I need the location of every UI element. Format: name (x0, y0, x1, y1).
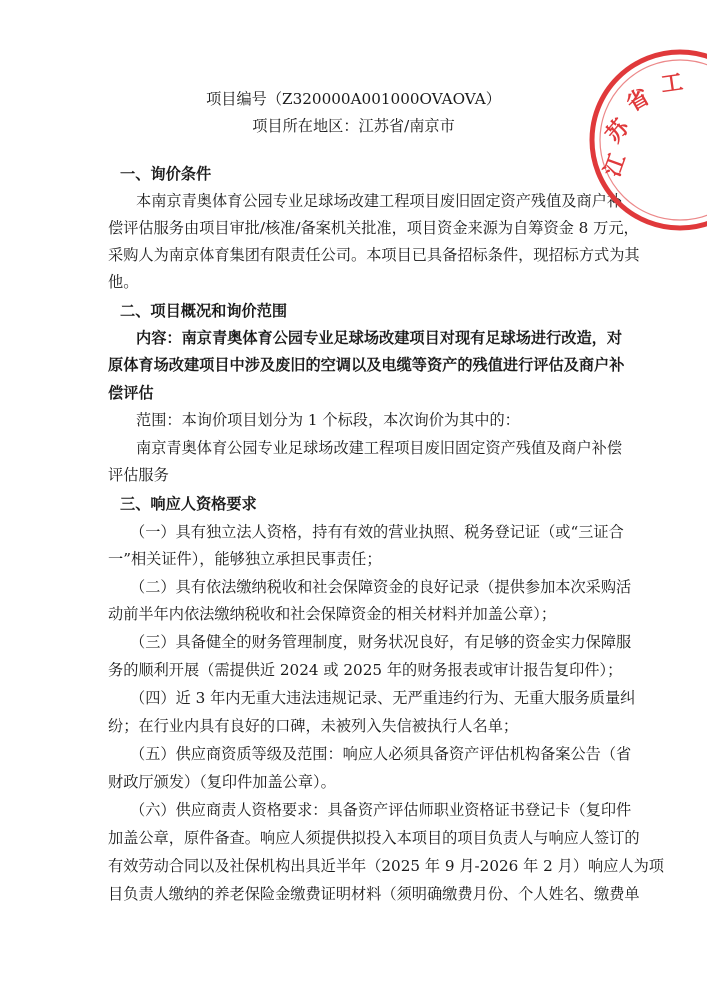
section3-line: （四）近 3 年内无重大违法违规记录、无严重违约行为、无重大服务质量纠 (130, 689, 636, 707)
section2-content-line: 偿评估 (108, 384, 154, 402)
svg-text:省: 省 (622, 83, 655, 118)
section3-line: 加盖公章，原件备查。响应人须提供拟投入本项目的项目负责人与响应人签订的 (108, 829, 640, 847)
section1-line: 偿评估服务由项目审批/核准/备案机关批准，项目资金来源为自筹资金 8 万元， (108, 219, 639, 237)
section2-scope-line: 范围：本询价项目划分为 1 个标段，本次询价为其中的： (136, 411, 520, 429)
section3-line: （一）具有独立法人资格，持有有效的营业执照、税务登记证（或“三证合 (130, 523, 624, 541)
section3-line: （二）具有依法缴纳税收和社会保障资金的良好记录（提供参加本次采购活 (130, 578, 632, 596)
section3-line: （五）供应商资质等级及范围：响应人必须具备资产评估机构备案公告（省 (130, 745, 632, 763)
section3-line: 动前半年内依法缴纳税收和社会保障资金的相关材料并加盖公章）； (108, 605, 557, 623)
section3-line: 有效劳动合同以及社保机构出具近半年（2025 年 9 月-2026 年 2 月）响应人为项 (108, 857, 664, 875)
section2-content-line: 内容：南京青奥体育公园专业足球场改建项目对现有足球场进行改造，对 (136, 329, 622, 347)
section3-line: 纷；在行业内具有良好的口碑，未被列入失信被执行人名单； (108, 717, 519, 735)
section1-line: 他。 (108, 273, 139, 291)
svg-text:工: 工 (659, 69, 685, 98)
section3-line: 财政厅颁发）（复印件加盖公章）。 (108, 773, 336, 791)
section3-line: （三）具备健全的财务管理制度，财务状况良好，有足够的资金实力保障服 (130, 633, 632, 651)
section2-heading: 二、项目概况和询价范围 (120, 302, 288, 320)
official-seal (580, 40, 707, 240)
section1-line: 采购人为南京体育集团有限责任公司。本项目已具备招标条件，现招标方式为其 (108, 246, 640, 264)
section3-line: 目负责人缴纳的养老保险金缴费证明材料（须明确缴费月份、个人姓名、缴费单 (108, 885, 640, 903)
section3-line: 一”相关证件），能够独立承担民事责任； (108, 550, 382, 568)
section2-scope-line: 南京青奥体育公园专业足球场改建工程项目废旧固定资产残值及商户补偿 (136, 439, 622, 457)
section2-scope-line: 评估服务 (108, 466, 169, 484)
section1-heading: 一、询价条件 (120, 165, 212, 183)
svg-text:苏: 苏 (600, 114, 635, 148)
project-number: 项目编号（Z320000A001000OVAOVA） (206, 90, 501, 108)
svg-text:江: 江 (599, 150, 632, 181)
section3-line: （六）供应商责人资格要求：具备资产评估师职业资格证书登记卡（复印件 (130, 801, 632, 819)
section1-line: 本南京青奥体育公园专业足球场改建工程项目废旧固定资产残值及商户补 (136, 192, 622, 210)
section3-heading: 三、响应人资格要求 (120, 495, 257, 513)
project-region: 项目所在地区：江苏省/南京市 (252, 117, 455, 135)
section2-content-line: 原体育场改建项目中涉及废旧的空调以及电缆等资产的残值进行评估及商户补 (108, 356, 625, 374)
section3-line: 务的顺利开展（需提供近 2024 或 2025 年的财务报表或审计报告复印件）； (108, 661, 623, 679)
